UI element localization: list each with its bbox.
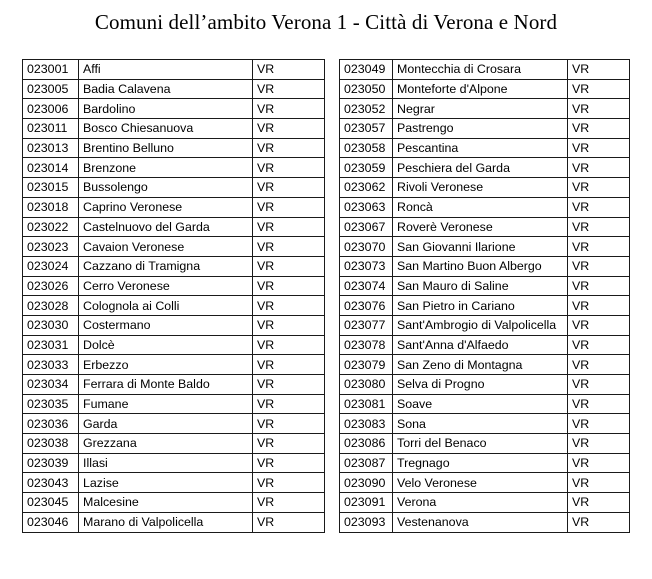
municipality-name-cell: Badia Calavena: [79, 79, 253, 99]
municipalities-table-right: [339, 59, 630, 533]
municipality-name-cell: Garda: [79, 414, 253, 434]
province-cell: VR: [568, 434, 630, 454]
istat-code-cell: 023049: [340, 60, 393, 80]
municipality-name-cell: Fumane: [79, 394, 253, 414]
table-row: [23, 178, 325, 198]
municipality-name-cell: Verona: [393, 493, 568, 513]
istat-code-cell: 023070: [340, 237, 393, 257]
municipality-name-cell: Pastrengo: [393, 119, 568, 139]
province-cell: VR: [568, 315, 630, 335]
istat-code-cell: 023023: [23, 237, 79, 257]
istat-code-cell: 023022: [23, 217, 79, 237]
municipality-name-cell: San Pietro in Cariano: [393, 296, 568, 316]
table-row: [340, 394, 630, 414]
province-cell: VR: [253, 217, 325, 237]
municipality-name-cell: Tregnago: [393, 453, 568, 473]
table-row: [23, 60, 325, 80]
table-row: [340, 355, 630, 375]
istat-code-cell: 023028: [23, 296, 79, 316]
municipality-name-cell: Bardolino: [79, 99, 253, 119]
istat-code-cell: 023076: [340, 296, 393, 316]
province-cell: VR: [568, 197, 630, 217]
municipality-name-cell: Illasi: [79, 453, 253, 473]
istat-code-cell: 023035: [23, 394, 79, 414]
municipality-name-cell: Soave: [393, 394, 568, 414]
table-row: [23, 296, 325, 316]
istat-code-cell: 023046: [23, 512, 79, 532]
istat-code-cell: 023001: [23, 60, 79, 80]
province-cell: VR: [253, 158, 325, 178]
istat-code-cell: 023015: [23, 178, 79, 198]
province-cell: VR: [568, 256, 630, 276]
table-row: [340, 414, 630, 434]
istat-code-cell: 023043: [23, 473, 79, 493]
table-row: [23, 355, 325, 375]
table-row: [340, 60, 630, 80]
municipality-name-cell: Brenzone: [79, 158, 253, 178]
municipality-name-cell: Dolcè: [79, 335, 253, 355]
istat-code-cell: 023090: [340, 473, 393, 493]
table-row: [340, 493, 630, 513]
municipality-name-cell: Cavaion Veronese: [79, 237, 253, 257]
municipality-name-cell: Selva di Progno: [393, 375, 568, 395]
istat-code-cell: 023063: [340, 197, 393, 217]
municipality-name-cell: Erbezzo: [79, 355, 253, 375]
province-cell: VR: [568, 296, 630, 316]
table-row: [23, 394, 325, 414]
province-cell: VR: [568, 138, 630, 158]
municipality-name-cell: Pescantina: [393, 138, 568, 158]
province-cell: VR: [568, 355, 630, 375]
istat-code-cell: 023074: [340, 276, 393, 296]
table-row: [340, 79, 630, 99]
province-cell: VR: [568, 414, 630, 434]
istat-code-cell: 023059: [340, 158, 393, 178]
province-cell: VR: [568, 335, 630, 355]
province-cell: VR: [253, 315, 325, 335]
municipality-name-cell: Marano di Valpolicella: [79, 512, 253, 532]
istat-code-cell: 023079: [340, 355, 393, 375]
table-row: [23, 217, 325, 237]
istat-code-cell: 023093: [340, 512, 393, 532]
province-cell: VR: [253, 375, 325, 395]
municipality-name-cell: Malcesine: [79, 493, 253, 513]
table-row: [340, 296, 630, 316]
istat-code-cell: 023091: [340, 493, 393, 513]
province-cell: VR: [253, 60, 325, 80]
municipality-name-cell: Grezzana: [79, 434, 253, 454]
istat-code-cell: 023039: [23, 453, 79, 473]
istat-code-cell: 023038: [23, 434, 79, 454]
istat-code-cell: 023087: [340, 453, 393, 473]
table-row: [23, 158, 325, 178]
municipality-name-cell: Cazzano di Tramigna: [79, 256, 253, 276]
istat-code-cell: 023057: [340, 119, 393, 139]
province-cell: VR: [253, 434, 325, 454]
municipality-name-cell: Affi: [79, 60, 253, 80]
istat-code-cell: 023030: [23, 315, 79, 335]
municipality-name-cell: Castelnuovo del Garda: [79, 217, 253, 237]
municipality-name-cell: Ferrara di Monte Baldo: [79, 375, 253, 395]
province-cell: VR: [253, 355, 325, 375]
istat-code-cell: 023011: [23, 119, 79, 139]
province-cell: VR: [253, 493, 325, 513]
istat-code-cell: 023006: [23, 99, 79, 119]
province-cell: VR: [253, 512, 325, 532]
province-cell: VR: [253, 119, 325, 139]
istat-code-cell: 023080: [340, 375, 393, 395]
municipality-name-cell: Caprino Veronese: [79, 197, 253, 217]
istat-code-cell: 023052: [340, 99, 393, 119]
municipality-name-cell: Torri del Benaco: [393, 434, 568, 454]
province-cell: VR: [568, 237, 630, 257]
province-cell: VR: [253, 394, 325, 414]
istat-code-cell: 023036: [23, 414, 79, 434]
table-row: [23, 79, 325, 99]
municipality-name-cell: San Giovanni Ilarione: [393, 237, 568, 257]
table-row: [23, 138, 325, 158]
istat-code-cell: 023058: [340, 138, 393, 158]
istat-code-cell: 023062: [340, 178, 393, 198]
istat-code-cell: 023013: [23, 138, 79, 158]
province-cell: VR: [568, 394, 630, 414]
istat-code-cell: 023081: [340, 394, 393, 414]
table-row: [23, 237, 325, 257]
municipality-name-cell: San Zeno di Montagna: [393, 355, 568, 375]
table-row: [23, 473, 325, 493]
province-cell: VR: [568, 276, 630, 296]
table-row: [340, 375, 630, 395]
province-cell: VR: [568, 178, 630, 198]
table-row: [340, 453, 630, 473]
istat-code-cell: 023018: [23, 197, 79, 217]
istat-code-cell: 023067: [340, 217, 393, 237]
province-cell: VR: [568, 79, 630, 99]
table-row: [23, 512, 325, 532]
province-cell: VR: [253, 178, 325, 198]
municipality-name-cell: Peschiera del Garda: [393, 158, 568, 178]
table-row: [23, 276, 325, 296]
table-row: [340, 473, 630, 493]
table-row: [340, 197, 630, 217]
province-cell: VR: [568, 512, 630, 532]
municipality-name-cell: Cerro Veronese: [79, 276, 253, 296]
table-row: [23, 315, 325, 335]
municipalities-table-left: [22, 59, 325, 533]
istat-code-cell: 023083: [340, 414, 393, 434]
municipality-name-cell: Sant'Ambrogio di Valpolicella: [393, 315, 568, 335]
table-row: [340, 256, 630, 276]
province-cell: VR: [253, 276, 325, 296]
istat-code-cell: 023034: [23, 375, 79, 395]
table-row: [340, 315, 630, 335]
municipality-name-cell: Negrar: [393, 99, 568, 119]
table-row: [340, 99, 630, 119]
istat-code-cell: 023033: [23, 355, 79, 375]
table-row: [23, 493, 325, 513]
municipality-name-cell: Monteforte d'Alpone: [393, 79, 568, 99]
table-row: [23, 119, 325, 139]
province-cell: VR: [568, 119, 630, 139]
province-cell: VR: [253, 296, 325, 316]
istat-code-cell: 023045: [23, 493, 79, 513]
table-row: [340, 158, 630, 178]
province-cell: VR: [253, 256, 325, 276]
municipality-name-cell: San Martino Buon Albergo: [393, 256, 568, 276]
table-row: [340, 237, 630, 257]
table-row: [340, 119, 630, 139]
table-row: [340, 335, 630, 355]
province-cell: VR: [253, 453, 325, 473]
province-cell: VR: [253, 79, 325, 99]
province-cell: VR: [568, 158, 630, 178]
municipality-name-cell: Roncà: [393, 197, 568, 217]
province-cell: VR: [568, 473, 630, 493]
municipality-name-cell: Roverè Veronese: [393, 217, 568, 237]
province-cell: VR: [253, 138, 325, 158]
province-cell: VR: [253, 473, 325, 493]
province-cell: VR: [568, 217, 630, 237]
province-cell: VR: [568, 375, 630, 395]
province-cell: VR: [568, 60, 630, 80]
province-cell: VR: [253, 197, 325, 217]
table-row: [340, 138, 630, 158]
municipality-name-cell: Bussolengo: [79, 178, 253, 198]
province-cell: VR: [253, 414, 325, 434]
istat-code-cell: 023024: [23, 256, 79, 276]
province-cell: VR: [253, 335, 325, 355]
municipality-name-cell: Velo Veronese: [393, 473, 568, 493]
istat-code-cell: 023077: [340, 315, 393, 335]
istat-code-cell: 023005: [23, 79, 79, 99]
province-cell: VR: [568, 493, 630, 513]
table-row: [340, 434, 630, 454]
municipality-name-cell: Costermano: [79, 315, 253, 335]
province-cell: VR: [568, 453, 630, 473]
istat-code-cell: 023073: [340, 256, 393, 276]
municipality-name-cell: San Mauro di Saline: [393, 276, 568, 296]
table-row: [23, 99, 325, 119]
municipality-name-cell: Sant'Anna d'Alfaedo: [393, 335, 568, 355]
table-row: [23, 434, 325, 454]
municipality-name-cell: Bosco Chiesanuova: [79, 119, 253, 139]
table-row: [23, 414, 325, 434]
table-row: [340, 178, 630, 198]
table-row: [23, 335, 325, 355]
municipality-name-cell: Rivoli Veronese: [393, 178, 568, 198]
municipality-name-cell: Colognola ai Colli: [79, 296, 253, 316]
municipality-name-cell: Sona: [393, 414, 568, 434]
istat-code-cell: 023078: [340, 335, 393, 355]
table-row: [340, 217, 630, 237]
municipality-name-cell: Vestenanova: [393, 512, 568, 532]
municipality-name-cell: Brentino Belluno: [79, 138, 253, 158]
istat-code-cell: 023086: [340, 434, 393, 454]
istat-code-cell: 023031: [23, 335, 79, 355]
table-row: [340, 512, 630, 532]
page-title: Comuni dell’ambito Verona 1 - Città di Verona e Nord: [94, 10, 558, 34]
table-row: [23, 256, 325, 276]
province-cell: VR: [253, 237, 325, 257]
municipality-name-cell: Montecchia di Crosara: [393, 60, 568, 80]
table-row: [23, 453, 325, 473]
table-row: [23, 375, 325, 395]
province-cell: VR: [568, 99, 630, 119]
istat-code-cell: 023050: [340, 79, 393, 99]
table-row: [340, 276, 630, 296]
table-row: [23, 197, 325, 217]
province-cell: VR: [253, 99, 325, 119]
istat-code-cell: 023014: [23, 158, 79, 178]
municipality-name-cell: Lazise: [79, 473, 253, 493]
istat-code-cell: 023026: [23, 276, 79, 296]
